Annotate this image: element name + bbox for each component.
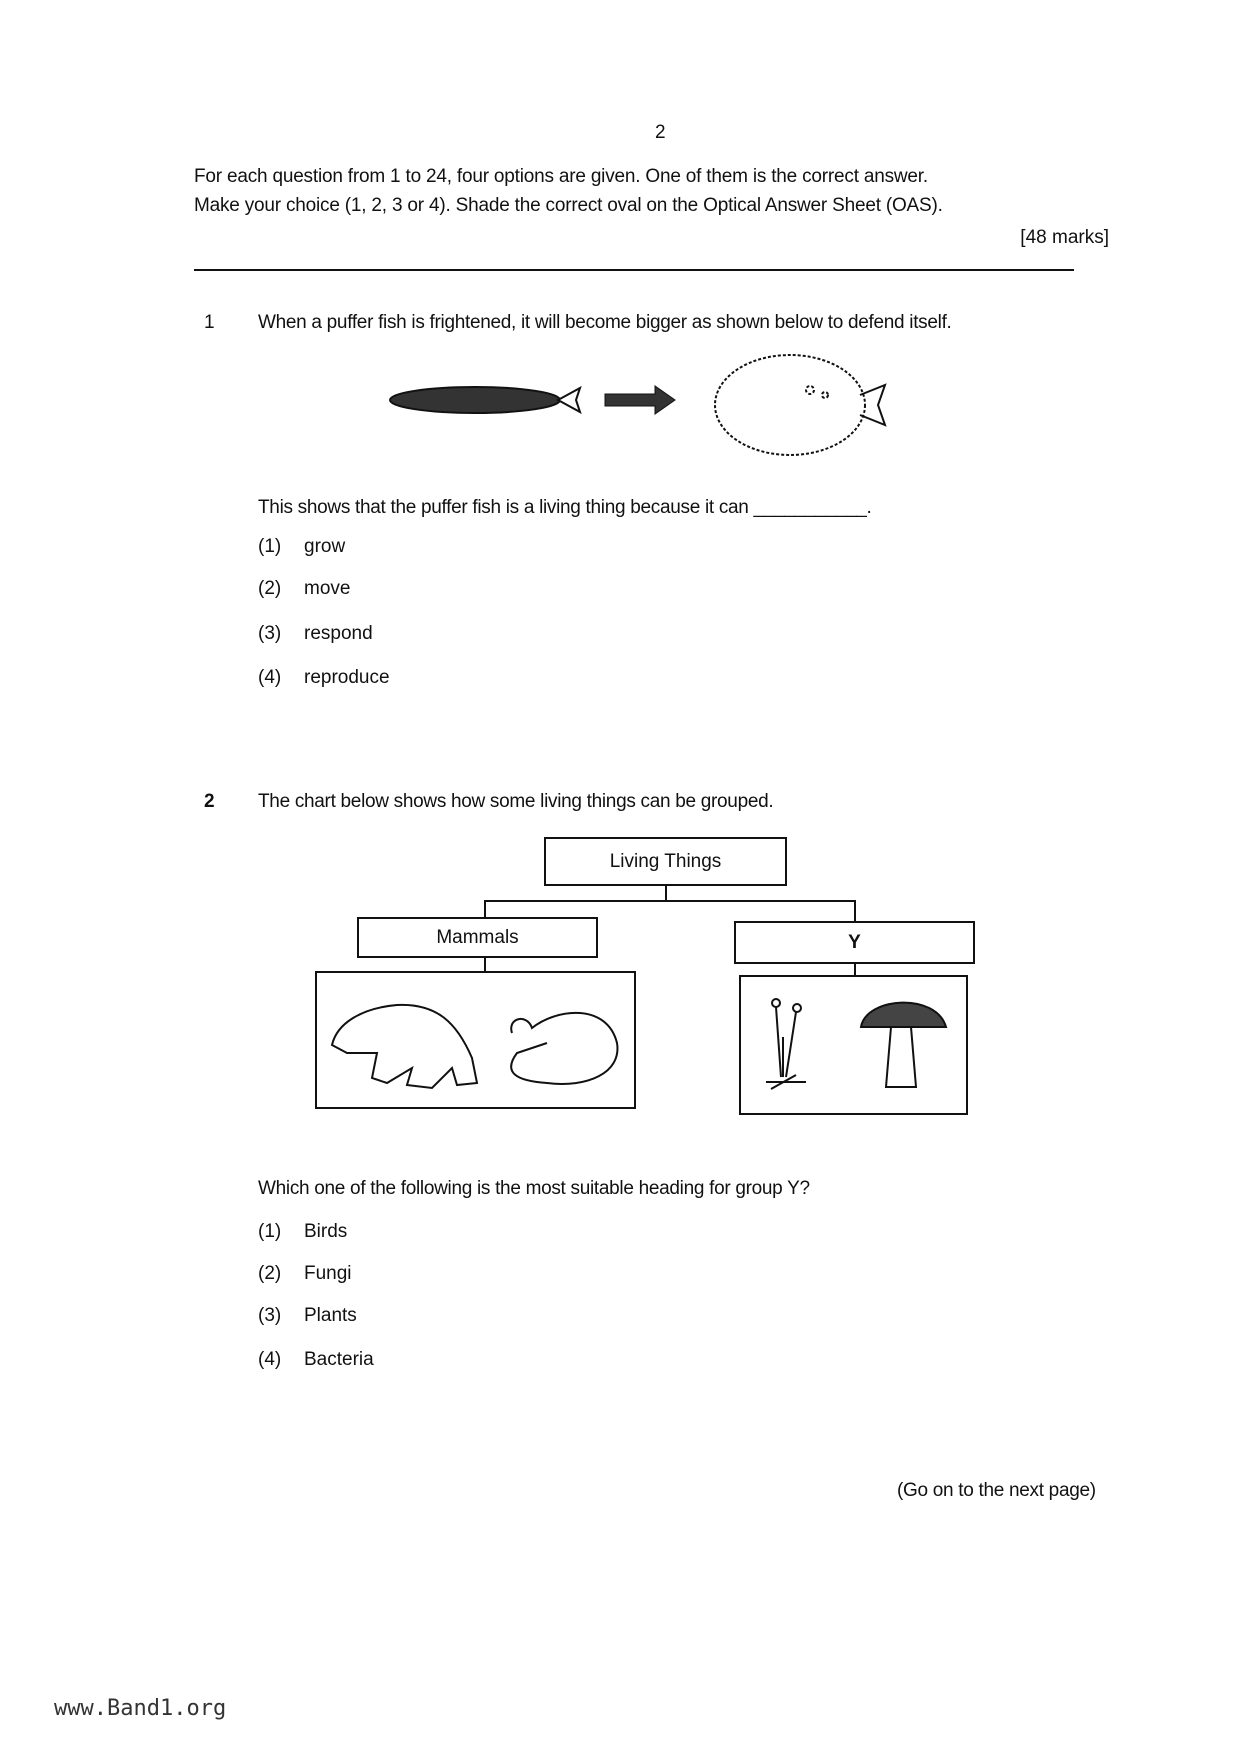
connector xyxy=(484,900,856,902)
option-3[interactable] xyxy=(258,623,373,645)
polar-bear-icon xyxy=(332,1005,477,1088)
connector xyxy=(854,900,856,922)
chart-y-label: Y xyxy=(848,931,861,953)
option-text: Bacteria xyxy=(304,1349,374,1370)
option-4[interactable] xyxy=(258,667,390,689)
question-1-number: 1 xyxy=(204,312,215,333)
page-number: 2 xyxy=(655,122,666,143)
option-text: Fungi xyxy=(304,1263,352,1284)
total-marks: [48 marks] xyxy=(1020,227,1109,248)
option-number: (2) xyxy=(258,578,282,599)
option-3[interactable] xyxy=(258,1305,357,1327)
option-2[interactable] xyxy=(258,578,351,600)
option-4[interactable] xyxy=(258,1349,374,1371)
option-1[interactable] xyxy=(258,536,346,558)
option-number: (3) xyxy=(258,1305,282,1326)
cat-icon xyxy=(511,1013,617,1084)
instructions-line-1: For each question from 1 to 24, four options are given. One of them is the correct answer. xyxy=(194,166,928,187)
option-2[interactable] xyxy=(258,1263,352,1285)
connector xyxy=(484,900,486,918)
option-number: (3) xyxy=(258,623,282,644)
option-number: (1) xyxy=(258,1221,282,1242)
option-text: move xyxy=(304,578,351,599)
connector xyxy=(665,886,667,901)
option-number: (4) xyxy=(258,1349,282,1370)
next-page-note: (Go on to the next page) xyxy=(897,1480,1096,1501)
option-number: (1) xyxy=(258,536,282,557)
option-1[interactable] xyxy=(258,1221,348,1243)
mammals-images-box xyxy=(315,971,636,1109)
arrow-icon xyxy=(605,386,675,414)
y-images-box xyxy=(739,975,968,1115)
question-1-prompt: This shows that the puffer fish is a living thing because it can ___________. xyxy=(258,497,872,518)
option-number: (2) xyxy=(258,1263,282,1284)
fish-normal xyxy=(390,387,580,413)
question-2-prompt: Which one of the following is the most suitable heading for group Y? xyxy=(258,1178,810,1199)
option-text: Plants xyxy=(304,1305,357,1326)
chart-mammals-box xyxy=(357,917,598,958)
moss-icon xyxy=(766,1007,806,1089)
polar-bear-and-cat-illustration xyxy=(317,973,634,1107)
puffer-fish-illustration xyxy=(380,350,910,470)
fish-inflated xyxy=(715,355,885,455)
mushroom-icon xyxy=(861,1003,946,1027)
chart-root-label: Living Things xyxy=(609,850,722,872)
option-text: respond xyxy=(304,623,373,644)
option-text: grow xyxy=(304,536,346,557)
moss-and-mushroom-illustration xyxy=(741,977,966,1113)
chart-y-box xyxy=(734,921,975,964)
divider xyxy=(194,269,1074,271)
instructions-line-2: Make your choice (1, 2, 3 or 4). Shade the correct oval on the Optical Answer Sheet (OAS). xyxy=(194,195,943,216)
option-number: (4) xyxy=(258,667,282,688)
question-2-stem: The chart below shows how some living things can be grouped. xyxy=(258,791,774,812)
chart-mammals-label: Mammals xyxy=(436,926,519,948)
watermark: www.Band1.org xyxy=(54,1696,227,1721)
connector xyxy=(484,958,486,972)
question-1-stem: When a puffer fish is frightened, it will become bigger as shown below to defend itself. xyxy=(258,312,952,333)
option-text: Birds xyxy=(304,1221,348,1242)
option-text: reproduce xyxy=(304,667,390,688)
question-2-number: 2 xyxy=(204,791,215,812)
chart-root-box xyxy=(544,837,787,886)
